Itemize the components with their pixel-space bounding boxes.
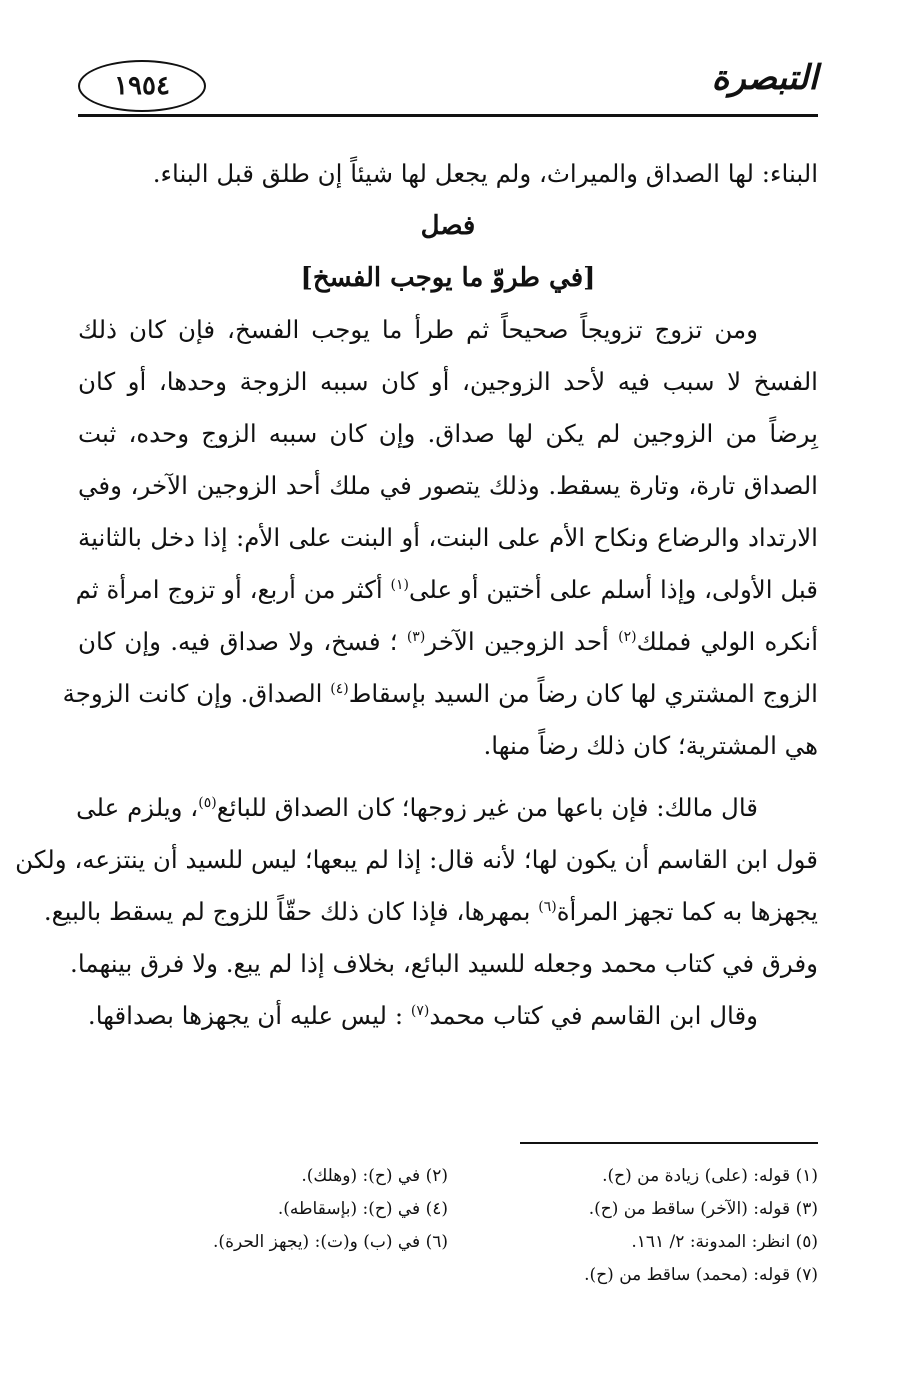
paragraph-line [78,616,818,668]
footnote-separator [520,1142,818,1144]
paragraph-line: الارتداد والرضاع ونكاح الأم على البنت، أو البنت على الأم: إذا دخل بالثانية [78,523,818,552]
paragraph-1 [62,304,819,772]
footnote-row [78,1160,818,1193]
footnote-marker: (٥) [198,794,217,811]
footnote-marker: (٦) [538,898,557,915]
footnote-marker: (٣) [406,628,426,645]
page-number-badge [78,60,206,112]
paragraph-line: وفرق في كتاب محمد وجعله للسيد البائع، بخلاف إذا لم يبع. ولا فرق بينهما. [70,949,818,978]
paragraph-line: هي المشترية؛ كان ذلك رضاً منها. [483,731,818,760]
paragraph-line: الصداق تارة، وتارة يسقط. وذلك يتصور في ملك أحد الزوجين الآخر، وفي [78,471,818,500]
section-subheading: [في طروّ ما يوجب الفسخ] [300,263,596,293]
footnote: (٦) في (ب) و(ت): (يجهز الحرة). [213,1232,448,1252]
page-number: ١٩٥٤ [114,71,170,101]
footnote: (١) قوله: (على) زيادة من (ح). [602,1166,818,1186]
text-run: أحد الزوجين الآخر [425,627,619,656]
text-run: : ليس عليه أن يجهزها بصداقها. [87,1001,411,1030]
text-run: يجهزها به كما تجهز المرأة [556,897,818,926]
paragraph-line: ومن تزوج تزويجاً صحيحاً ثم طرأ ما يوجب الفسخ، فإن كان ذلك [78,315,758,344]
text-run: قال مالك: فإن باعها من غير زوجها؛ كان الصداق للبائع [216,793,758,822]
book-title: التبصرة [711,58,818,98]
text-run: أنكره الولي فملك [636,627,819,656]
footnote-row [78,1226,818,1259]
paragraph-line: الفسخ لا سبب فيه لأحد الزوجين، أو كان سببه الزوجة وحدها، أو كان [78,367,818,396]
intro-line: البناء: لها الصداق والميراث، ولم يجعل لها شيئاً إن طلق قبل البناء. [152,159,818,188]
footnote: (٥) انظر: المدونة: ٢/ ١٦١. [631,1232,818,1252]
paragraph-line [78,782,818,834]
text-run: الزوج المشتري لها كان رضاً من السيد بإسقاط [348,679,818,708]
paragraph-3 [78,990,818,1042]
text-run: وقال ابن القاسم في كتاب محمد [429,1001,758,1030]
footnote-row [78,1193,818,1226]
footnote-marker: (١) [390,576,409,593]
footnote-marker: (٢) [618,628,637,645]
header-rule [78,114,818,117]
text-run: ؛ فسخ، ولا صداق فيه. وإن كان [78,627,407,656]
text-run: بمهرها، فإذا كان ذلك حقّاً للزوج لم يسقط بالبيع. [43,897,539,926]
paragraph-line: قول ابن القاسم أن يكون لها؛ لأنه قال: إذا لم يبعها؛ ليس للسيد أن ينتزعه، ولكن [15,845,818,874]
footnote-marker: (٤) [330,680,349,697]
footnotes [78,1160,818,1292]
text-run: أكثر من أربع، أو تزوج امرأة ثم [75,575,391,604]
text-run: ، ويلزم على [76,793,199,822]
section-heading: فصل [420,211,476,241]
paragraph-line [75,564,818,616]
paragraph-line [78,990,818,1042]
footnote-marker: (٧) [410,1002,430,1019]
paragraph-2 [15,782,818,990]
paragraph-line [62,668,818,720]
text-run: قبل الأولى، وإذا أسلم على أختين أو على [408,575,818,604]
footnote: (٣) قوله: (الآخر) ساقط من (ح). [588,1199,818,1219]
text-run: الصداق. وإن كانت الزوجة [62,679,331,708]
paragraph-line [43,886,818,938]
footnote-row [78,1259,818,1292]
page-body [15,148,819,1042]
page-header [78,52,818,122]
footnote: (٧) قوله: (محمد) ساقط من (ح). [584,1265,818,1285]
footnote: (٤) في (ح): (بإسقاطه). [277,1199,448,1219]
footnote: (٢) في (ح): (وهلك). [301,1166,448,1186]
paragraph-line: بِرضاً من الزوجين لم يكن لها صداق. وإن كان سببه الزوج وحده، ثبت [78,419,818,448]
